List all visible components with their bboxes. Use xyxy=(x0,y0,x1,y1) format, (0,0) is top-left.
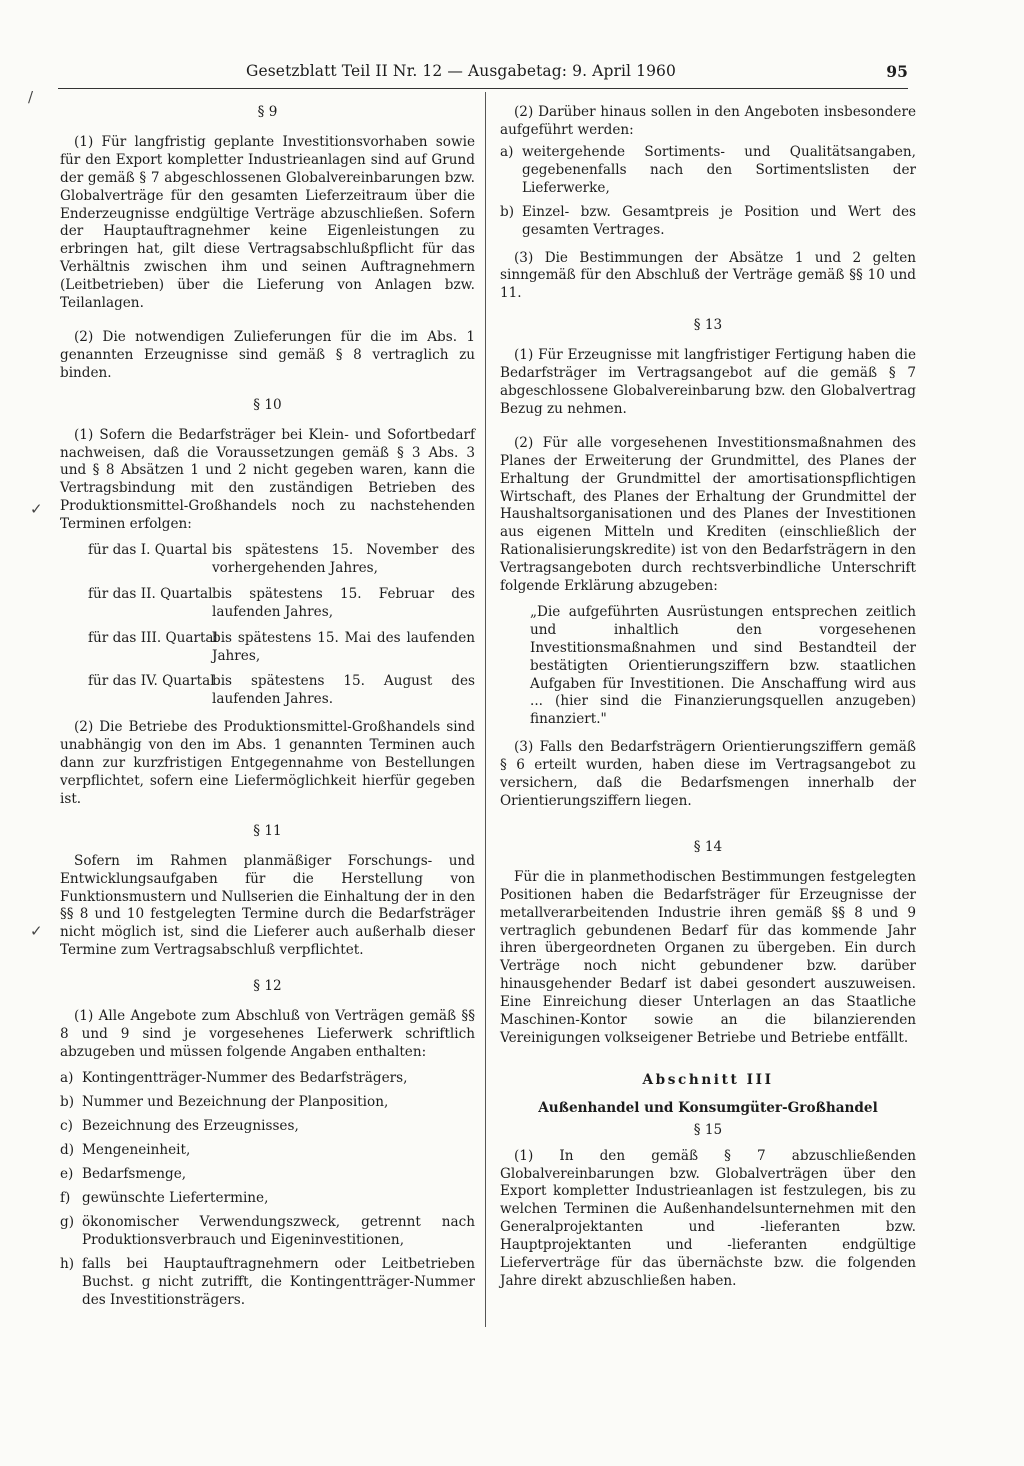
list-text: Mengeneinheit, xyxy=(82,1142,191,1159)
list-label: c) xyxy=(60,1117,73,1134)
list-text: Einzel- bzw. Gesamtpreis je Position und Wert des gesamten Vertrages. xyxy=(522,203,916,238)
paragraph: (3) Die Bestimmungen der Absätze 1 und 2 gelten sinngemäß für den Abschluß der Verträge gemäß §§ 10 und 11. xyxy=(500,249,916,302)
part-subheading: Außenhandel und Konsumgüter-Großhandel xyxy=(538,1099,878,1116)
quarter-deadline: bis spätestens 15. Mai des laufenden Jahres, xyxy=(212,629,475,664)
list-text: Bezeichnung des Erzeugnisses, xyxy=(82,1117,299,1134)
list-text: gewünschte Liefertermine, xyxy=(82,1190,269,1207)
list-item xyxy=(60,1190,475,1208)
list-item xyxy=(60,1142,475,1160)
list-text: falls bei Hauptauftragnehmern oder Leitbetrieben Buchst. g nicht zutrifft, die Kontingentträger-Nummer des Investitionsträgers. xyxy=(82,1256,475,1309)
quarter-deadline: bis spätestens 15. Februar des laufenden Jahres, xyxy=(212,585,475,620)
list-item xyxy=(60,1070,475,1088)
list-item xyxy=(60,1214,475,1250)
quarter-label: für das III. Quartal xyxy=(88,629,218,646)
column-divider xyxy=(485,92,486,1327)
header-rule xyxy=(58,88,908,89)
right-column xyxy=(500,104,916,1291)
quarter-label: für das II. Quartal xyxy=(88,585,213,602)
quarter-deadline: bis spätestens 15. November des vorhergehenden Jahres, xyxy=(212,542,475,576)
margin-check-mark: ✓ xyxy=(30,922,43,940)
list-label: d) xyxy=(60,1142,75,1159)
section-heading: § 14 xyxy=(693,838,723,855)
paragraph: Für die in planmethodischen Bestimmungen festgelegten Positionen haben die Bedarfsträger für Erzeugnisse der metallverarbeitenden Industrie ihren gemäß §§ 8 und 9 vertraglich gebundenen Bedarf für das kommende Jahr ihren übergeordneten Organen zu übergeben. Ein durch Verträge noch nicht gebundener bzw. darüber hinausgehender Bedarf ist dabei gesondert auszuweisen. Eine Einreichung dieser Unterlagen an das Staatliche Maschinen-Kontor sowie an die bilanzierenden Vereinigungen volkseigener Betriebe und Betriebe entfällt. xyxy=(500,868,916,1046)
list-text: Nummer und Bezeichnung der Planposition, xyxy=(82,1093,389,1110)
section-heading: § 10 xyxy=(253,396,282,413)
section-heading: § 15 xyxy=(693,1121,723,1138)
part-heading: Abschnitt III xyxy=(642,1071,774,1088)
item-list xyxy=(60,1070,475,1310)
paragraph: (2) Für alle vorgesehenen Investitionsmaßnahmen des Planes der Erweiterung der Grundmittel, des Planes der Erhaltung der Grundmittel der amortisationspflichtigen Wirtschaft, des Planes der Erhaltung der Grundmittel der Haushaltsorganisationen und des Planes der Investitionen aus eigenen Mitteln und Krediten (einschließlich der Rationalisierungskredite) ist von den Bedarfsträgern in den Vertragsangeboten durch rechtsverbindliche Unterschrift folgende Erklärung abzugeben: xyxy=(500,434,916,595)
list-label: f) xyxy=(60,1190,71,1207)
quarter-list xyxy=(60,542,475,709)
list-text: weitergehende Sortiments- und Qualitätsangaben, gegebenenfalls nach den Sortimentslisten der Lieferwerke, xyxy=(522,143,916,196)
paragraph: (1) Alle Angebote zum Abschluß von Verträgen gemäß §§ 8 und 9 sind je vorgesehenes Lieferwerk schriftlich abzugeben und müssen folgende Angaben enthalten: xyxy=(60,1008,475,1060)
section-heading: § 13 xyxy=(693,317,723,334)
quarter-item xyxy=(60,630,475,666)
list-item xyxy=(60,1166,475,1184)
margin-check-mark: ✓ xyxy=(30,500,43,518)
section-heading: § 12 xyxy=(253,978,282,995)
page-number: 95 xyxy=(886,62,908,81)
paragraph: (1) Für langfristig geplante Investitionsvorhaben sowie für den Export kompletter Industrieanlagen sind auf Grund der gemäß § 7 abgeschlossenen Globalvereinbarungen bzw. Globalverträge für den gesamten Lieferzeitraum über die Enderzeugnisse endgültige Verträge abzuschließen. Sofern der Hauptauftragnehmer keine Eigenleistungen zu erbringen hat, gilt diese Vertragsabschlußpflicht für das Verhältnis zwischen ihm und seinen Auftragnehmern (Leitbetrieben) über die Lieferung von Anlagen bzw. Teilanlagen. xyxy=(60,133,475,312)
section-heading: § 9 xyxy=(257,104,278,120)
left-column xyxy=(60,104,475,1316)
paragraph: Sofern im Rahmen planmäßiger Forschungs- und Entwicklungsaufgaben für die Herstellung von Funktionsmustern und Nullserien die Einhaltung der in den §§ 8 und 10 festgelegten Termine durch die Bedarfsträger nicht möglich ist, sind die Lieferer auch außerhalb dieser Termine zum Vertragsabschluß verpflichtet. xyxy=(60,852,475,959)
page-header xyxy=(58,62,908,86)
list-item xyxy=(60,1256,475,1310)
list-item xyxy=(500,144,916,198)
list-label: g) xyxy=(60,1214,75,1231)
margin-mark: / xyxy=(28,88,34,106)
list-label: a) xyxy=(500,143,514,160)
quarter-item xyxy=(60,586,475,622)
quarter-item xyxy=(60,542,475,578)
list-label: b) xyxy=(60,1093,75,1110)
quarter-item xyxy=(60,673,475,709)
list-label: b) xyxy=(500,203,515,220)
header-title: Gesetzblatt Teil II Nr. 12 — Ausgabetag: 9. April 1960 xyxy=(246,62,676,80)
quarter-label: für das IV. Quartal xyxy=(88,673,215,690)
paragraph: (1) Für Erzeugnisse mit langfristiger Fertigung haben die Bedarfsträger im Vertragsangebot auf die gemäß § 7 abgeschlossene Globalvereinbarung bzw. den Globalvertrag Bezug zu nehmen. xyxy=(500,347,916,417)
paragraph: (2) Die notwendigen Zulieferungen für die im Abs. 1 genannten Erzeugnisse sind gemäß § 8 vertraglich zu binden. xyxy=(60,328,475,381)
list-text: Kontingentträger-Nummer des Bedarfsträgers, xyxy=(82,1069,408,1086)
paragraph: (2) Die Betriebe des Produktionsmittel-Großhandels sind unabhängig von den im Abs. 1 genannten Terminen auch dann zur kurzfristigen Entgegennahme von Bestellungen verpflichtet, sofern eine Liefermöglichkeit hierfür gegeben ist. xyxy=(60,719,475,807)
list-label: e) xyxy=(60,1166,74,1183)
section-heading: § 11 xyxy=(253,822,282,839)
item-list xyxy=(500,144,916,240)
quarter-label: für das I. Quartal xyxy=(88,542,208,559)
paragraph: (1) In den gemäß § 7 abzuschließenden Globalvereinbarungen bzw. Globalverträgen über den Export kompletter Industrieanlagen ist festzulegen, bis zu welchen Terminen die Außenhandelsunternehmen mit den Generalprojektanten und -lieferanten bzw. Hauptprojektanten und -lieferanten endgültige Lieferverträge für das übernächste bzw. die folgenden Jahre direkt abzuschließen haben. xyxy=(500,1147,916,1289)
list-item xyxy=(500,204,916,240)
list-label: a) xyxy=(60,1069,74,1086)
list-text: ökonomischer Verwendungszweck, getrennt nach Produktionsverbrauch und Eigeninvestitionen, xyxy=(82,1214,475,1249)
quarter-deadline: bis spätestens 15. August des laufenden Jahres. xyxy=(212,673,475,708)
paragraph: (1) Sofern die Bedarfsträger bei Klein- und Sofortbedarf nachweisen, daß die Voraussetzungen gemäß § 3 Abs. 3 und § 8 Absätzen 1 und 2 nicht gegeben waren, kann die Vertragsbindung mit den zuständigen Betrieben des Produktionsmittel-Großhandels noch zu nachstehenden Terminen erfolgen: xyxy=(60,426,475,533)
declaration-quote: „Die aufgeführten Ausrüstungen entsprechen zeitlich und inhaltlich den vorgesehenen Investitionsmaßnahmen und sind Bestandteil der bestätigten Orientierungsziffern bzw. staatlichen Aufgaben für Investitionen. Die Anschaffung wird aus ... (hier sind die Finanzierungsquellen anzugeben) finanziert." xyxy=(530,603,916,728)
paragraph: (3) Falls den Bedarfsträgern Orientierungsziffern gemäß § 6 erteilt wurden, haben diese im Vertragsangebot zu versichern, daß die Bedarfsmengen innerhalb der Orientierungsziffern liegen. xyxy=(500,739,916,809)
list-label: h) xyxy=(60,1256,75,1273)
list-text: Bedarfsmenge, xyxy=(82,1166,187,1183)
list-item xyxy=(60,1094,475,1112)
paragraph: (2) Darüber hinaus sollen in den Angeboten insbesondere aufgeführt werden: xyxy=(500,104,916,138)
list-item xyxy=(60,1118,475,1136)
